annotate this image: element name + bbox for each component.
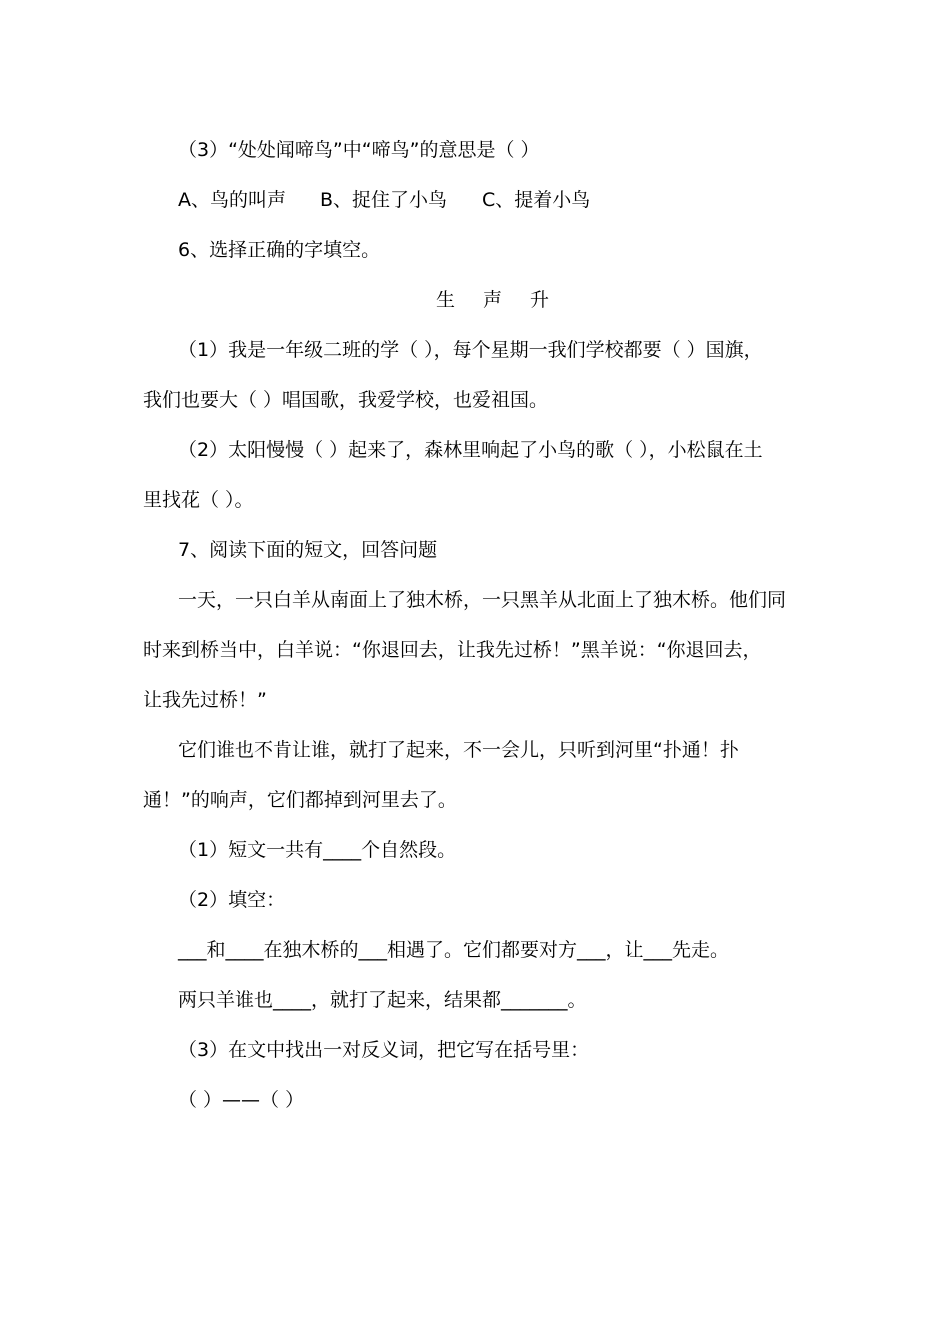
passage-paragraph-2-line-2: 通！”的响声，它们都掉到河里去了。: [143, 789, 457, 811]
sentence-2-line-2: 里找花（ ）。: [143, 489, 254, 511]
sub-question-1: （1）短文一共有____个自然段。: [178, 839, 457, 861]
question-5-3-options: [178, 188, 590, 212]
character-choices: [436, 288, 549, 312]
sentence-2-line-1: （2）太阳慢慢（ ）起来了，森林里响起了小鸟的歌（ ），小松鼠在土: [178, 439, 763, 461]
option-a: A、鸟的叫声: [178, 189, 286, 211]
sub-question-2-blank-line-2: 两只羊谁也____，就打了起来，结果都_______。: [178, 989, 587, 1011]
sentence-1-line-2: 我们也要大（ ）唱国歌，我爱学校，也爱祖国。: [143, 389, 549, 411]
question-7-title: 7、阅读下面的短文，回答问题: [178, 539, 438, 561]
passage-paragraph-2-line-1: 它们谁也不肯让谁，就打了起来，不一会儿，只听到河里“扑通！扑: [178, 739, 739, 761]
passage-paragraph-1-line-3: 让我先过桥！”: [143, 689, 267, 711]
sub-question-3: （3）在文中找出一对反义词，把它写在括号里：: [178, 1039, 590, 1061]
char-choice: 生: [436, 289, 456, 311]
sub-question-3-blank: （ ）——（ ）: [178, 1089, 305, 1111]
char-choice: 升: [530, 289, 550, 311]
sub-question-2-blank-line-1: ___和____在独木桥的___相遇了。它们都要对方___，让___先走。: [178, 939, 730, 961]
passage-paragraph-1-line-1: 一天，一只白羊从南面上了独木桥，一只黑羊从北面上了独木桥。他们同: [178, 589, 787, 611]
option-c: C、提着小鸟: [482, 189, 591, 211]
sub-question-2: （2）填空：: [178, 889, 286, 911]
passage-paragraph-1-line-2: 时来到桥当中，白羊说：“你退回去，让我先过桥！”黑羊说：“你退回去，: [143, 639, 762, 661]
sentence-1-line-1: （1）我是一年级二班的学（ ），每个星期一我们学校都要（ ）国旗，: [178, 339, 763, 361]
option-b: B、捉住了小鸟: [320, 189, 448, 211]
char-choice: 声: [483, 289, 503, 311]
question-6-title: 6、选择正确的字填空。: [178, 239, 381, 261]
question-5-3: （3）“处处闻啼鸟”中“啼鸟”的意思是（ ）: [178, 139, 540, 161]
